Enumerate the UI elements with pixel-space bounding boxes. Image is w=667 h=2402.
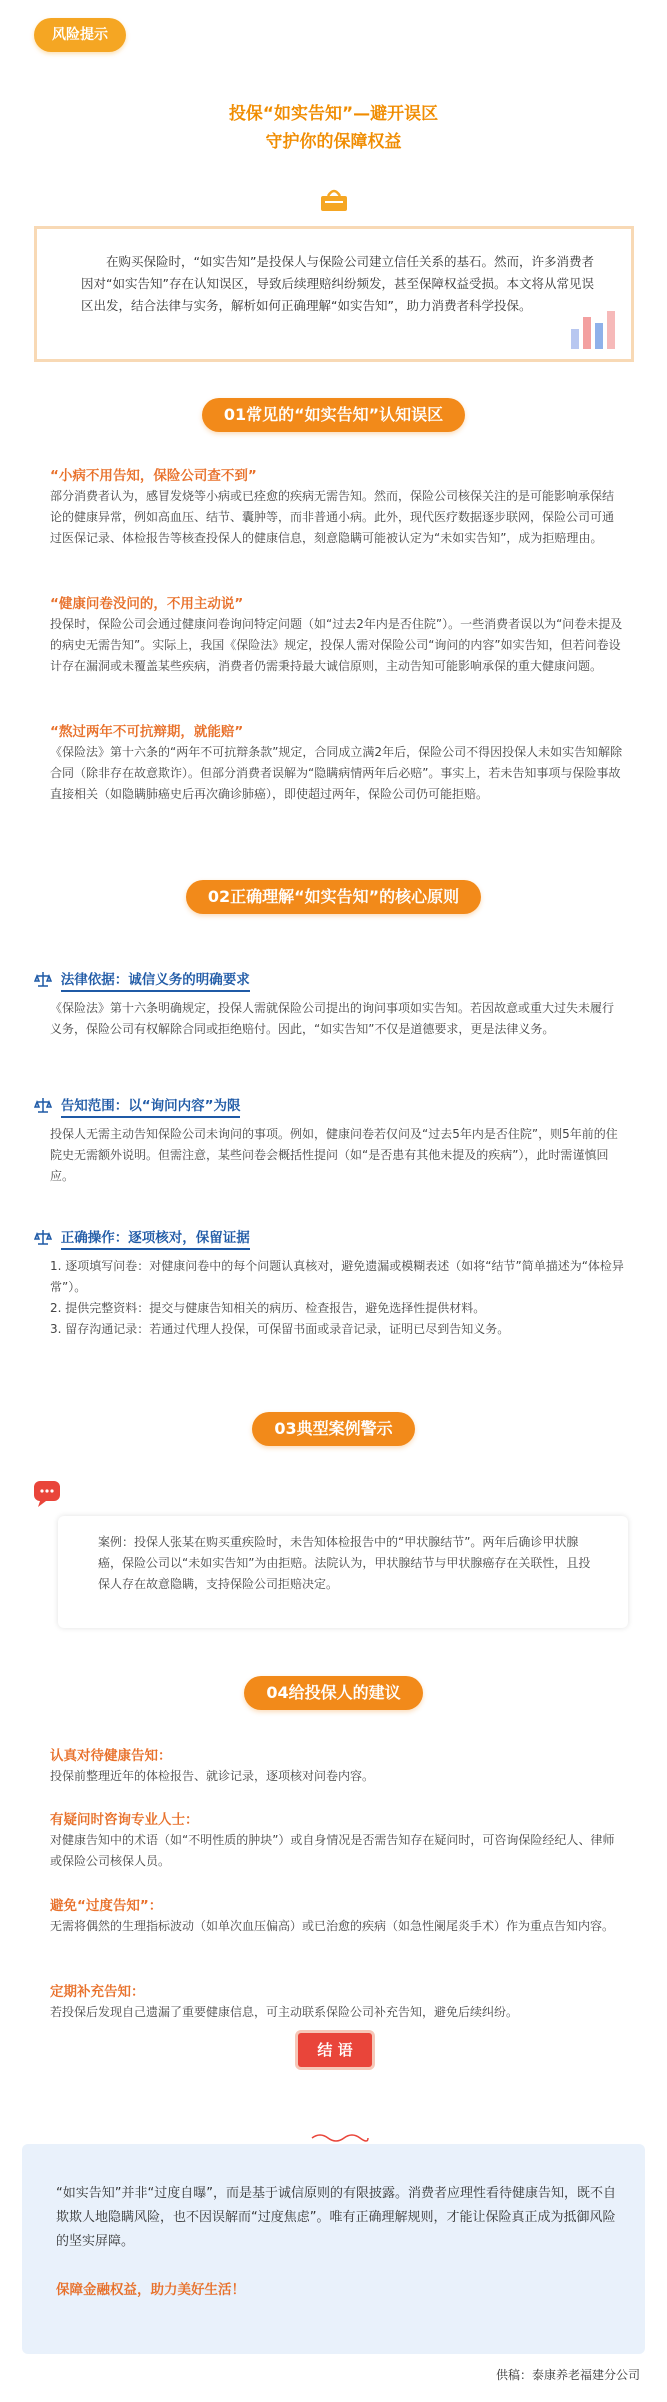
s2-item2-head: 告知范围：以“询问内容”为限 <box>34 1094 240 1114</box>
intro-box <box>34 226 634 362</box>
s4-item4-text: 若投保后发现自己遗漏了重要健康信息，可主动联系保险公司补充告知，避免后续纠纷。 <box>50 2005 519 2019</box>
s2-item2-text: 投保人无需主动告知保险公司未询问的事项。例如，健康问卷若仅问及“过去5年内是否住院”，则5年前的住院史无需额外说明。但需注意，某些问卷会概括性提问（如“是否患有其他未提及的疾病”），此时需谨慎回应。 <box>50 1127 618 1183</box>
s4-item2-text: 对健康告知中的术语（如“不明性质的肿块”）或自身情况是否需告知存在疑问时，可咨询保险经纪人、律师或保险公司核保人员。 <box>50 1833 615 1868</box>
s1-item1-head: “小病不用告知，保险公司查不到” <box>50 468 257 484</box>
s2-item3-head: 正确操作：逐项核对，保留证据 <box>34 1226 250 1246</box>
risk-tag: 风险提示 <box>34 18 126 52</box>
s4-item3-text: 无需将偶然的生理指标波动（如单次血压偏高）或已治愈的疾病（如急性阑尾炎手术）作为重点告知内容。 <box>50 1919 615 1933</box>
scales-icon <box>34 1096 52 1114</box>
s4-item1-text: 投保前整理近年的体检报告、就诊记录，逐项核对问卷内容。 <box>50 1769 375 1783</box>
s4-item2-head: 有疑问时咨询专业人士： <box>50 1812 199 1828</box>
chat-bubble-icon <box>32 1479 66 1509</box>
scales-icon <box>34 1228 52 1246</box>
conclusion-text: “如实告知”并非“过度自曝”，而是基于诚信原则的有限披露。消费者应理性看待健康告知，既不自欺欺人地隐瞒风险，也不因误解而“过度焦虑”。唯有正确理解规则，才能让保险真正成为抵御风险的坚实屏障。 <box>56 2186 616 2249</box>
s2-item1-text: 《保险法》第十六条明确规定，投保人需就保险公司提出的询问事项如实告知。若因故意或重大过失未履行义务，保险公司有权解除合同或拒绝赔付。因此，“如实告知”不仅是道德要求，更是法律义务。 <box>50 1001 615 1036</box>
section2-pill: 02正确理解“如实告知”的核心原则 <box>0 880 667 914</box>
wave-decoration-icon <box>310 2130 370 2144</box>
s4-item3-head: 避免“过度告知”： <box>50 1898 163 1914</box>
s4-item1-head: 认真对待健康告知： <box>50 1748 172 1764</box>
s1-item2-head: “健康问卷没问的，不用主动说” <box>50 596 244 612</box>
s4-item4-head: 定期补充告知： <box>50 1984 145 2000</box>
s1-item1-text: 部分消费者认为，感冒发烧等小病或已痊愈的疾病无需告知。然而，保险公司核保关注的是可能影响承保结论的健康异常，例如高血压、结节、囊肿等，而非普通小病。此外，现代医疗数据逐步联网，保险公司可通过医保记录、体检报告等核查投保人的健康信息，刻意隐瞒可能被认定为“未如实告知”，成为拒赔理由。 <box>50 489 615 545</box>
source-credit: 供稿：泰康养老福建分公司 <box>495 2368 640 2382</box>
section3-pill: 03典型案例警示 <box>0 1412 667 1446</box>
intro-text: 在购买保险时，“如实告知”是投保人与保险公司建立信任关系的基石。然而，许多消费者因对“如实告知”存在认知误区，导致后续理赔纠纷频发，甚至保障权益受损。本文将从常见误区出发，结合法律与实务，解析如何正确理解“如实告知”，助力消费者科学投保。 <box>81 254 594 313</box>
s2-item3-line2: 2. 提供完整资料：提交与健康告知相关的病历、检查报告，避免选择性提供材料。 <box>50 1301 486 1315</box>
bar-chart-decoration-icon <box>567 303 623 351</box>
slogan: 保障金融权益，助力美好生活！ <box>56 2282 245 2298</box>
page-title-line2: 守护你的保障权益 <box>265 132 402 152</box>
scales-icon <box>34 970 52 988</box>
s1-item3-head: “熬过两年不可抗辩期，就能赔” <box>50 724 244 740</box>
page-title-line1: 投保“如实告知”—避开误区 <box>228 104 439 124</box>
s2-item1-head: 法律依据：诚信义务的明确要求 <box>34 968 250 988</box>
case-box <box>58 1516 628 1628</box>
section4-pill: 04给投保人的建议 <box>0 1676 667 1710</box>
case-text: 案例：投保人张某在购买重疾险时，未告知体检报告中的“甲状腺结节”。两年后确诊甲状腺癌，保险公司以“未如实告知”为由拒赔。法院认为，甲状腺结节与甲状腺癌存在关联性，且投保人存在故意隐瞒，支持保险公司拒赔决定。 <box>98 1535 591 1591</box>
s2-item3-line3: 3. 留存沟通记录：若通过代理人投保，可保留书面或录音记录，证明已尽到告知义务。 <box>50 1322 510 1336</box>
conclusion-badge: 结 语 <box>298 2033 372 2067</box>
s2-item3-line1: 1. 逐项填写问卷：对健康问卷中的每个问题认真核对，避免遗漏或模糊表述（如将“结节”简单描述为“体检异常”）。 <box>50 1259 624 1294</box>
s1-item2-text: 投保时，保险公司会通过健康问卷询问特定问题（如“过去2年内是否住院”）。一些消费者误以为“问卷未提及的病史无需告知”。实际上，我国《保险法》规定，投保人需对保险公司“询问的内容”如实告知，但若问卷设计存在漏洞或未覆盖某些疾病，消费者仍需秉持最大诚信原则，主动告知可能影响承保的重大健康问题。 <box>50 617 623 673</box>
section1-pill: 01常见的“如实告知”认知误区 <box>0 398 667 432</box>
basket-icon <box>318 186 350 214</box>
s1-item3-text: 《保险法》第十六条的“两年不可抗辩条款”规定，合同成立满2年后，保险公司不得因投保人未如实告知解除合同（除非存在故意欺诈）。但部分消费者误解为“隐瞒病情两年后必赔”。事实上，若未告知事项与保险事故直接相关（如隐瞒肺癌史后再次确诊肺癌），即使超过两年，保险公司仍可能拒赔。 <box>50 745 623 801</box>
